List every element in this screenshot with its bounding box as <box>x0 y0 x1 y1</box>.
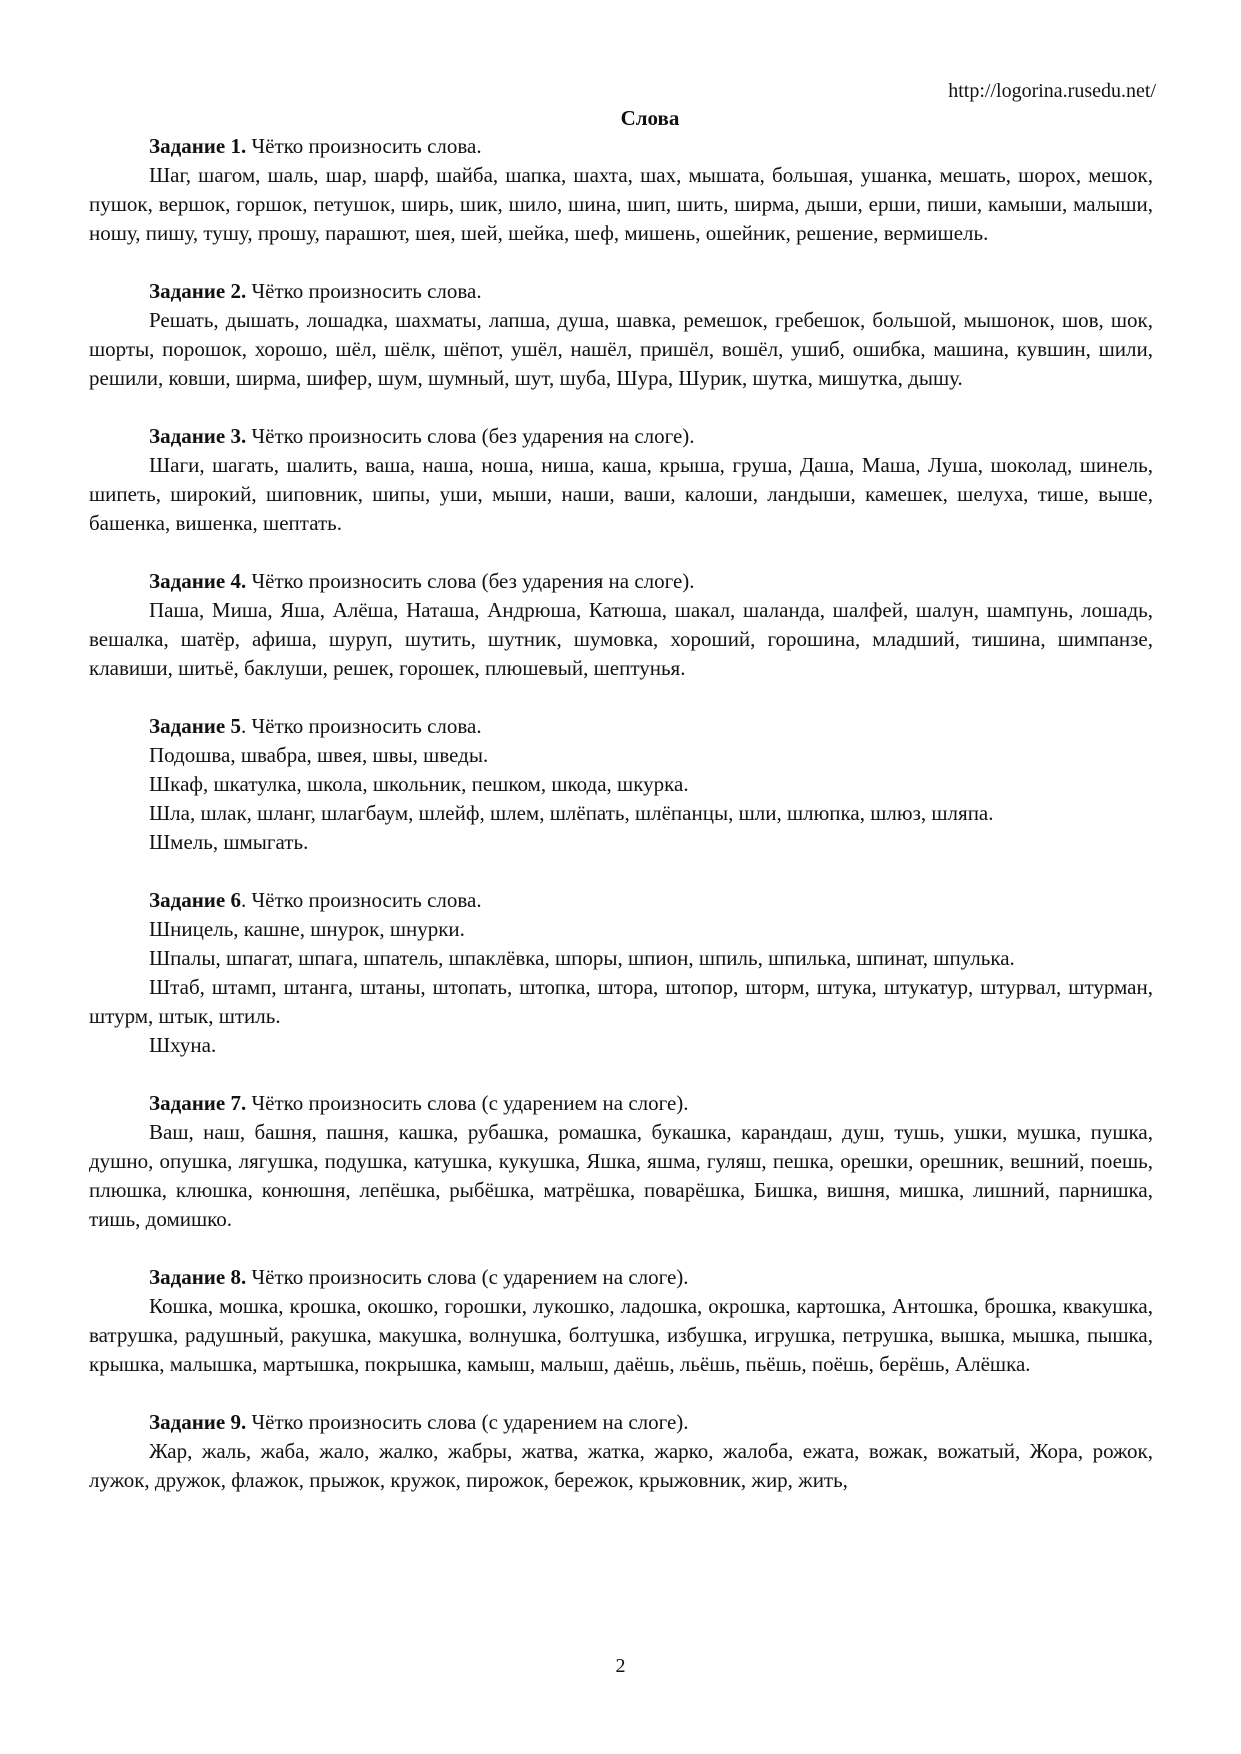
header-url: http://logorina.rusedu.net/ <box>948 80 1156 102</box>
task-8 <box>89 1263 1153 1379</box>
task-instruction: Чётко произносить слова (с ударением на слоге). <box>246 1265 689 1289</box>
task-instruction: Чётко произносить слова (без ударения на слоге). <box>246 424 695 448</box>
task-label: Задание 9. <box>149 1410 247 1434</box>
word-list: Жар, жаль, жаба, жало, жалко, жабры, жатва, жатка, жарко, жалоба, ежата, вожак, вожатый, Жора, рожок, лужок, дружок, флажок, прыжок, кружок, пирожок, бережок, крыжовник, жир, жить, <box>89 1439 1153 1492</box>
word-list: Шаги, шагать, шалить, ваша, наша, ноша, ниша, каша, крыша, груша, Даша, Маша, Луша, шоколад, шинель, шипеть, широкий, шиповник, шипы, уши, мыши, наши, ваши, калоши, ландыши, камешек, шелуха, тише, выше, башенка, вишенка, шептать. <box>89 453 1153 535</box>
task-1 <box>89 132 1153 248</box>
word-list: Шкаф, шкатулка, школа, школьник, пешком, шкода, шкурка. <box>149 772 689 796</box>
task-label: Задание 4. <box>149 569 247 593</box>
task-label: Задание 3. <box>149 424 247 448</box>
word-list: Штаб, штамп, штанга, штаны, штопать, штопка, штора, штопор, шторм, штука, штукатур, штурвал, штурман, штурм, штык, штиль. <box>89 975 1153 1028</box>
word-list: Кошка, мошка, крошка, окошко, горошки, лукошко, ладошка, окрошка, картошка, Антошка, брошка, квакушка, ватрушка, радушный, ракушка, макушка, волнушка, болтушка, избушка, игрушка, петрушка, вышка, мышка, пышка, крышка, малышка, мартышка, покрышка, камыш, малыш, даёшь, льёшь, пьёшь, поёшь, берёшь, Алёшка. <box>89 1294 1153 1376</box>
tasks-content <box>89 132 1153 1524</box>
task-2 <box>89 277 1153 393</box>
task-label: Задание 6 <box>149 888 241 912</box>
task-heading <box>89 567 1153 596</box>
task-4 <box>89 567 1153 683</box>
word-list: Паша, Миша, Яша, Алёша, Наташа, Андрюша, Катюша, шакал, шаланда, шалфей, шалун, шампунь, лошадь, вешалка, шатёр, афиша, шуруп, шутить, шутник, шумовка, хороший, горошина, младший, тишина, шимпанзе, клавиши, шитьё, баклуши, решек, горошек, плюшевый, шептунья. <box>89 598 1153 680</box>
page-title: Слова <box>620 106 680 130</box>
task-heading <box>89 886 1153 915</box>
task-heading <box>89 422 1153 451</box>
task-instruction: Чётко произносить слова (с ударением на слоге). <box>246 1410 689 1434</box>
word-list: Подошва, швабра, швея, швы, шведы. <box>149 743 489 767</box>
task-label: Задание 8. <box>149 1265 247 1289</box>
task-heading <box>89 1263 1153 1292</box>
task-heading <box>89 1089 1153 1118</box>
task-3 <box>89 422 1153 538</box>
word-list: Решать, дышать, лошадка, шахматы, лапша, душа, шавка, ремешок, гребешок, большой, мышонок, шов, шок, шорты, порошок, хорошо, шёл, шёлк, шёпот, ушёл, нашёл, пришёл, вошёл, ушиб, ошибка, машина, кувшин, шили, решили, ковши, ширма, шифер, шум, шумный, шут, шуба, Шура, Шурик, шутка, мишутка, дышу. <box>89 308 1153 390</box>
task-instruction: Чётко произносить слова. <box>246 279 482 303</box>
task-instruction: Чётко произносить слова (без ударения на слоге). <box>246 569 695 593</box>
task-5 <box>89 712 1153 857</box>
word-list: Ваш, наш, башня, пашня, кашка, рубашка, ромашка, букашка, карандаш, душ, тушь, ушки, мушка, пушка, душно, опушка, лягушка, подушка, катушка, кукушка, Яшка, яшма, гуляш, пешка, орешки, орешник, вешний, поешь, плюшка, клюшка, конюшня, лепёшка, рыбёшка, матрёшка, поварёшка, Бишка, вишня, мишка, лишний, парнишка, тишь, домишко. <box>89 1120 1153 1231</box>
task-heading <box>89 132 1153 161</box>
word-list: Шхуна. <box>149 1033 217 1057</box>
task-instruction: Чётко произносить слова. <box>246 134 482 158</box>
task-label: Задание 7. <box>149 1091 247 1115</box>
word-list: Шпалы, шпагат, шпага, шпатель, шпаклёвка, шпоры, шпион, шпиль, шпилька, шпинат, шпулька. <box>149 946 1015 970</box>
task-heading <box>89 712 1153 741</box>
task-instruction: . Чётко произносить слова. <box>240 714 482 738</box>
task-heading <box>89 277 1153 306</box>
task-7 <box>89 1089 1153 1234</box>
task-label: Задание 1. <box>149 134 247 158</box>
word-list: Шаг, шагом, шаль, шар, шарф, шайба, шапка, шахта, шах, мышата, большая, ушанка, мешать, шорох, мешок, пушок, вершок, горшок, петушок, ширь, шик, шило, шина, шип, шить, ширма, дыши, ерши, пиши, камыши, малыши, ношу, пишу, тушу, прошу, парашют, шея, шей, шейка, шеф, мишень, ошейник, решение, вермишель. <box>89 163 1153 245</box>
task-label: Задание 2. <box>149 279 247 303</box>
word-list: Шмель, шмыгать. <box>149 830 309 854</box>
task-heading <box>89 1408 1153 1437</box>
task-6 <box>89 886 1153 1060</box>
page-number: 2 <box>615 1655 626 1677</box>
task-9 <box>89 1408 1153 1495</box>
word-list: Шницель, кашне, шнурок, шнурки. <box>149 917 465 941</box>
task-label: Задание 5 <box>149 714 241 738</box>
task-instruction: Чётко произносить слова (с ударением на слоге). <box>246 1091 689 1115</box>
task-instruction: . Чётко произносить слова. <box>240 888 482 912</box>
word-list: Шла, шлак, шланг, шлагбаум, шлейф, шлем, шлёпать, шлёпанцы, шли, шлюпка, шлюз, шляпа. <box>149 801 994 825</box>
